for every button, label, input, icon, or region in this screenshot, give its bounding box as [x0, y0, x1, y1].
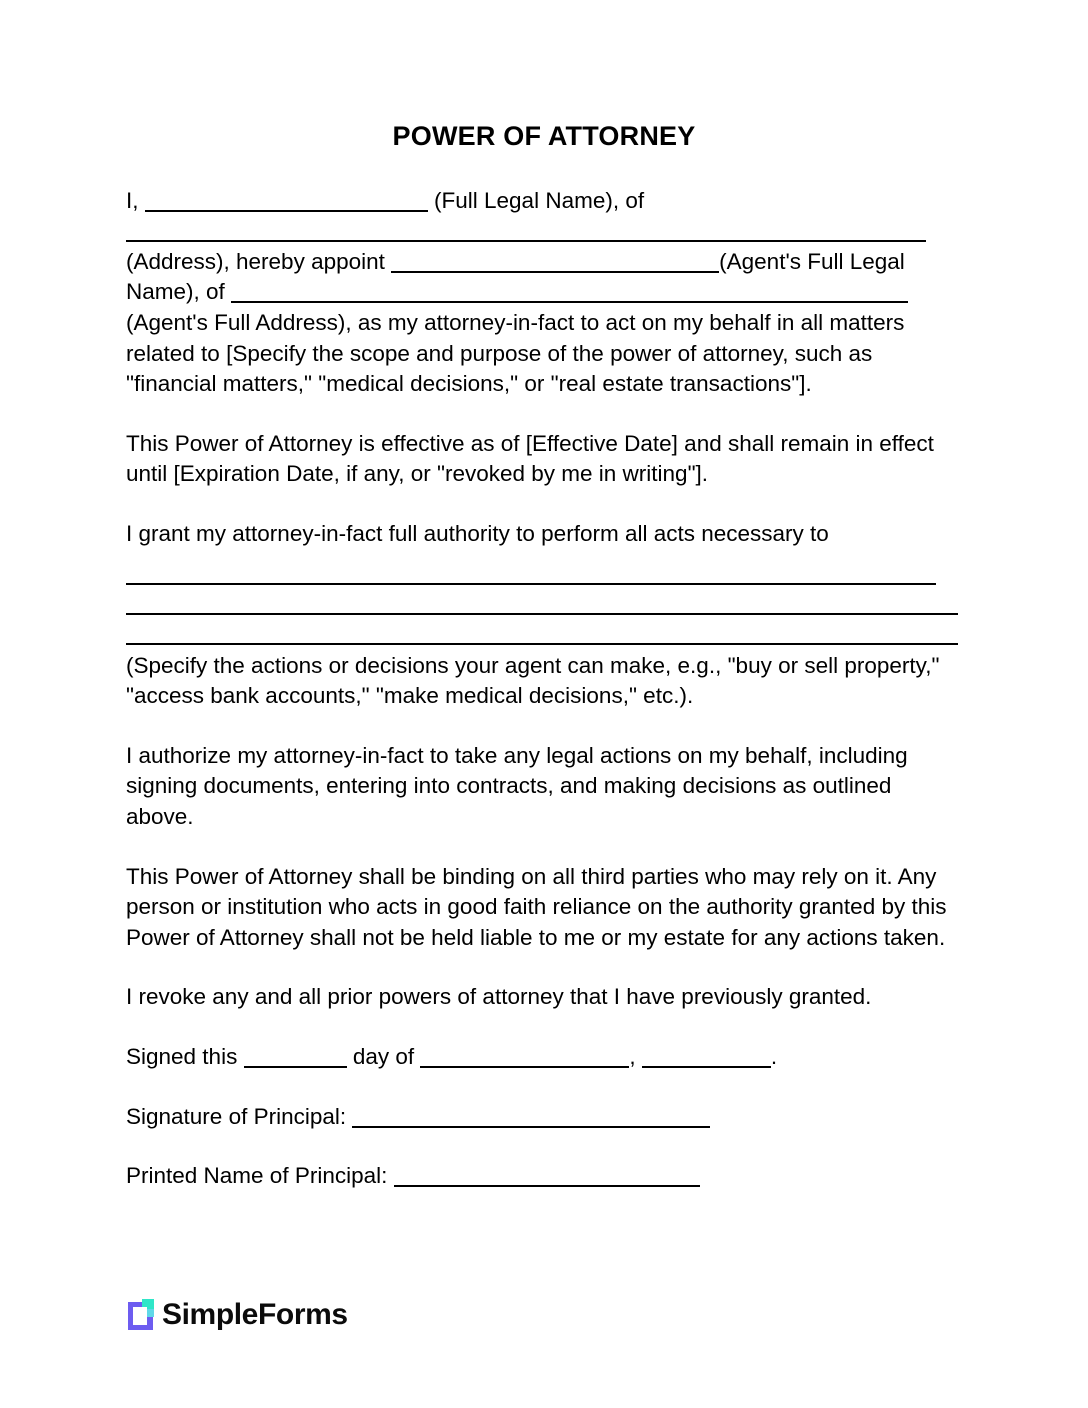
paragraph-effective-dates: This Power of Attorney is effective as of [Effective Date] and shall remain in effect until [Expiration Date, if any, or "revoked by me in writing"]. [126, 430, 934, 487]
blank-signature-of-principal[interactable] [352, 1126, 710, 1128]
footer-branding [128, 1299, 348, 1330]
paragraph-revocation: I revoke any and all prior powers of attorney that I have previously granted. [126, 984, 872, 1010]
printed-name-of-principal-line [126, 1161, 962, 1192]
page-title: POWER OF ATTORNEY [392, 121, 696, 151]
signature-of-principal-label: Signature of Principal: [126, 1103, 353, 1129]
blank-full-legal-name[interactable] [145, 210, 428, 212]
printed-name-of-principal-label: Printed Name of Principal: [126, 1163, 394, 1189]
blank-month[interactable] [420, 1066, 629, 1068]
period-separator: . [770, 1043, 778, 1069]
paragraph-parties [126, 186, 962, 400]
signed-this-line [126, 1042, 962, 1073]
blank-agent-full-legal-name[interactable] [391, 271, 719, 273]
blank-authority-line-3[interactable] [126, 643, 958, 645]
paragraph-specify-hint: (Specify the actions or decisions your agent can make, e.g., "buy or sell property," "access bank accounts," "make medical decisions," etc.). [126, 652, 940, 709]
paragraph-binding-third-parties: This Power of Attorney shall be binding on all third parties who may rely on it. Any person or institution who acts in good faith reliance on the authority granted by this Power of Attorney shall not be held liable to me or my estate for any actions taken. [126, 863, 947, 950]
signed-this-label: Signed this [126, 1043, 244, 1069]
logo-teal-fold [147, 1309, 154, 1317]
intro-text-6: (Agent's Full Address), as my attorney-in-fact to act on my behalf in all matters related to [Specify the scope and purpose of the power of attorney, such as "financial matters," "medical decisions," or "real estate transactions"]. [126, 310, 905, 397]
logo-document-shape [133, 1307, 147, 1325]
intro-text-3: (A [126, 248, 149, 274]
signature-of-principal-line [126, 1102, 962, 1133]
intro-text-5: (Agent's Full Legal Name), of [126, 248, 905, 305]
blank-day[interactable] [244, 1066, 347, 1068]
comma-separator: , [629, 1043, 642, 1069]
blank-printed-name-of-principal[interactable] [394, 1185, 700, 1187]
paragraph-authorize-legal-actions: I authorize my attorney-in-fact to take any legal actions on my behalf, including signing documents, entering into contracts, and making decisions as outlined above. [126, 742, 908, 829]
blank-authority-line-1[interactable] [126, 583, 936, 585]
paragraph-grant-authority: I grant my attorney-in-fact full authority to perform all acts necessary to [126, 521, 829, 547]
intro-text-2: (Full Legal Name), of [427, 187, 645, 213]
blank-principal-address[interactable] [126, 240, 926, 242]
brand-name: SimpleForms [162, 1297, 348, 1331]
intro-text-1: I, [126, 187, 145, 213]
blank-year[interactable] [642, 1066, 771, 1068]
document-logo-icon [128, 1299, 157, 1330]
blank-agent-full-address[interactable] [231, 301, 908, 303]
intro-text-4: ddress), hereby appoint [148, 248, 392, 274]
day-of-label: day of [346, 1043, 421, 1069]
blank-authority-line-2[interactable] [126, 613, 958, 615]
document-body [126, 122, 962, 1192]
